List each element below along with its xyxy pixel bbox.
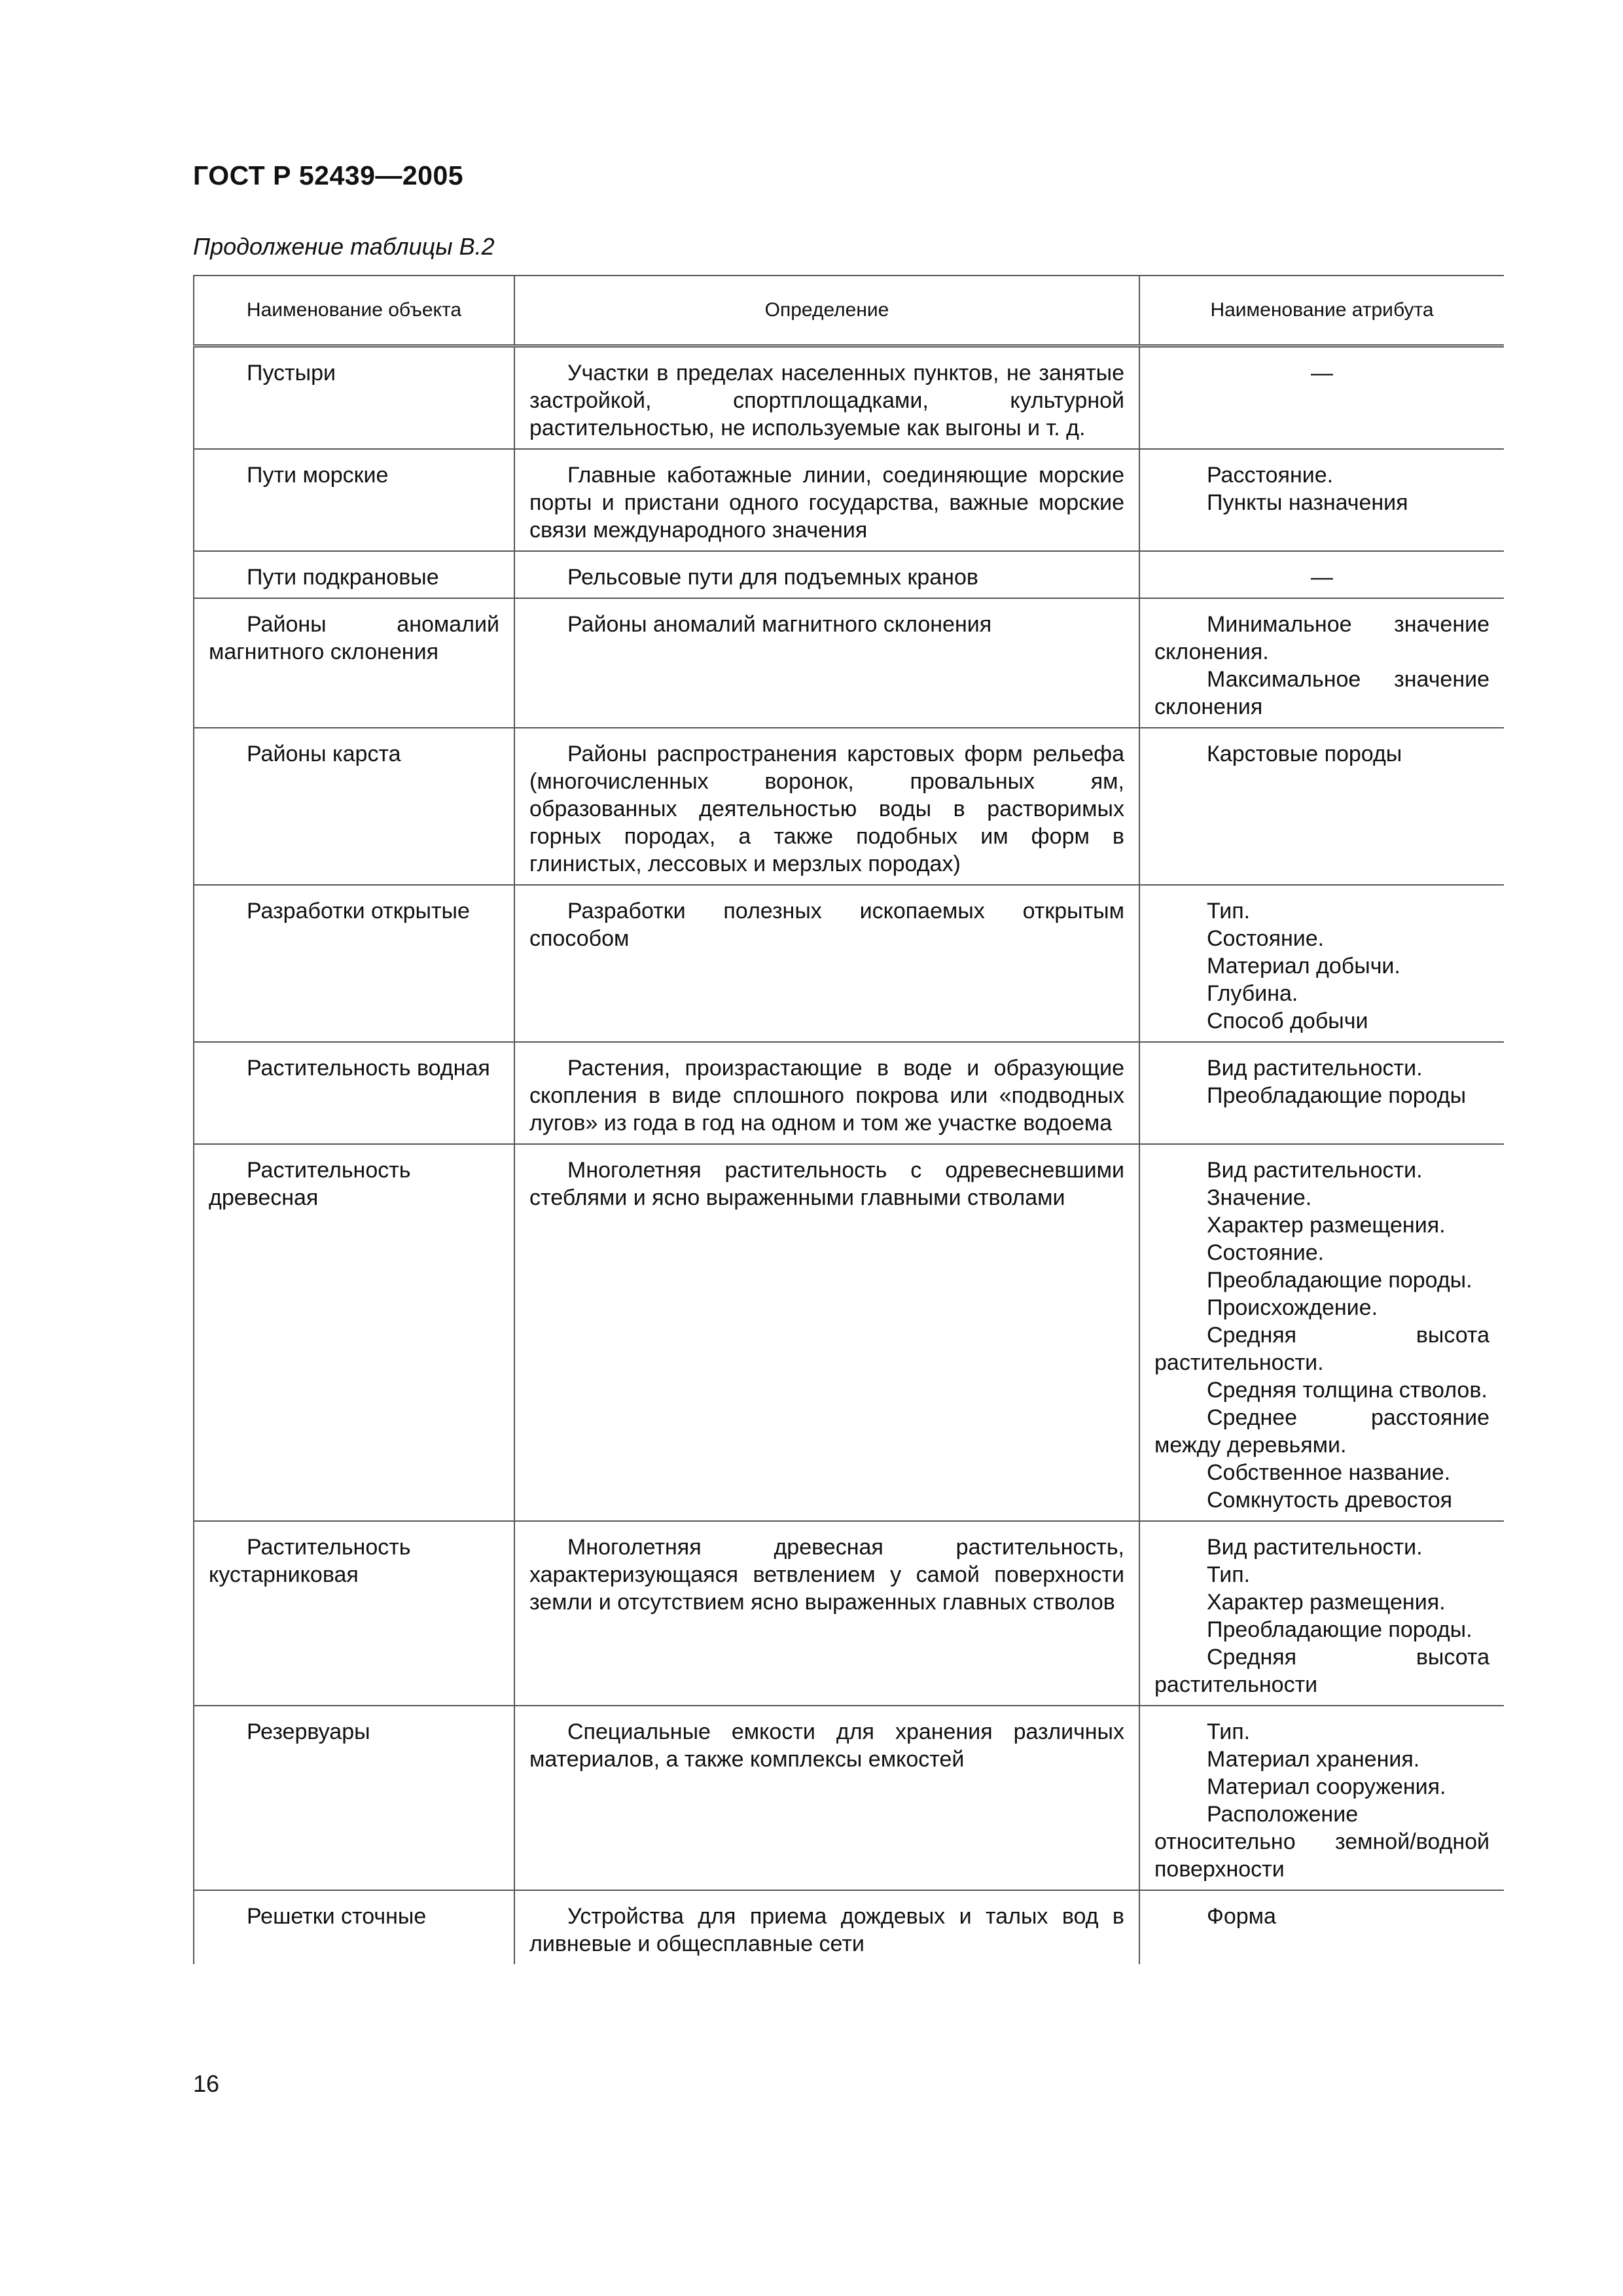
definition-cell: Участки в пределах населенных пунктов, не занятые застройкой, спортплощадками, культурной растительностью, не используемые как выгоны и т. д. [514, 346, 1139, 450]
attribute-item: Минимальное значение склонения. [1154, 612, 1489, 664]
definition-cell: Многолетняя древесная растительность, характеризующаяся ветвлением у самой поверхности земли и отсутствием ясно выраженных главных стволов [514, 1521, 1139, 1706]
attribute-item: Среднее расстояние между деревьями. [1154, 1405, 1489, 1458]
attribute-item: Средняя высота растительности [1154, 1645, 1489, 1697]
column-header-attribute-name: Наименование атрибута [1139, 276, 1504, 346]
attribute-item: Преобладающие породы. [1207, 1617, 1472, 1642]
attributes-cell [1139, 551, 1504, 598]
attribute-item: Происхождение. [1207, 1295, 1378, 1320]
attribute-item: Материал сооружения. [1207, 1774, 1446, 1799]
attribute-item: — [1311, 361, 1333, 386]
attribute-item: Материал хранения. [1207, 1747, 1420, 1772]
attribute-item: Тип. [1207, 1719, 1251, 1744]
attributes-cell [1139, 728, 1504, 885]
table-row [194, 1144, 1504, 1521]
attribute-item: Способ добычи [1207, 1009, 1368, 1033]
attribute-item: Средняя высота растительности. [1154, 1323, 1489, 1375]
definition-cell: Районы аномалий магнитного склонения [514, 598, 1139, 728]
definition-cell: Специальные емкости для хранения различных материалов, а также комплексы емкостей [514, 1706, 1139, 1890]
table-row [194, 885, 1504, 1042]
attribute-item: Характер размещения. [1207, 1590, 1446, 1615]
attributes-cell [1139, 885, 1504, 1042]
definition-cell: Районы распространения карстовых форм рельефа (многочисленных воронок, провальных ям, образованных деятельностью воды в растворимых горных породах, а также подобных им форм в глинистых, лессовых и мерзлых породах) [514, 728, 1139, 885]
object-name-cell: Решетки сточные [194, 1890, 514, 1964]
attribute-item: Вид растительности. [1207, 1056, 1423, 1081]
table-row [194, 1706, 1504, 1890]
attribute-item: Тип. [1207, 899, 1251, 924]
attribute-item: Вид растительности. [1207, 1158, 1423, 1183]
document-code: ГОСТ Р 52439—2005 [193, 160, 464, 190]
objects-table [193, 275, 1504, 1964]
table-row [194, 551, 1504, 598]
table-row [194, 1521, 1504, 1706]
object-name-cell: Пути морские [194, 449, 514, 551]
attribute-item: Расстояние. [1207, 463, 1334, 488]
attribute-item: Собственное название. [1207, 1460, 1451, 1485]
attribute-item: Преобладающие породы [1207, 1083, 1467, 1108]
table-header-row [194, 276, 1504, 346]
page-number: 16 [193, 2070, 220, 2097]
attribute-item: Состояние. [1207, 1240, 1325, 1265]
table-row [194, 728, 1504, 885]
object-name-cell: Пустыри [194, 346, 514, 450]
attribute-item: Тип. [1207, 1562, 1251, 1587]
object-name-cell: Растительность древесная [194, 1144, 514, 1521]
attributes-cell [1139, 449, 1504, 551]
object-name-cell: Пути подкрановые [194, 551, 514, 598]
definition-cell: Растения, произрастающие в воде и образующие скопления в виде сплошного покрова или «подводных лугов» из года в год на одном и том же участке водоема [514, 1042, 1139, 1144]
object-name-cell: Растительность кустарниковая [194, 1521, 514, 1706]
definition-cell: Рельсовые пути для подъемных кранов [514, 551, 1139, 598]
object-name-cell: Районы карста [194, 728, 514, 885]
attribute-item: Материал добычи. [1207, 954, 1400, 978]
attribute-item: Преобладающие породы. [1207, 1268, 1472, 1293]
attribute-item: Сомкнутость древостоя [1207, 1488, 1453, 1513]
attribute-item: Состояние. [1207, 926, 1325, 951]
object-name-cell: Растительность водная [194, 1042, 514, 1144]
attributes-cell [1139, 346, 1504, 450]
attribute-item: Расположение относительно земной/водной поверхности [1154, 1802, 1489, 1882]
attribute-item: Вид растительности. [1207, 1535, 1423, 1560]
table-body [194, 346, 1504, 1965]
definition-cell: Главные каботажные линии, соединяющие морские порты и пристани одного государства, важные морские связи международного значения [514, 449, 1139, 551]
attribute-item: Характер размещения. [1207, 1213, 1446, 1238]
column-header-object-name: Наименование объекта [194, 276, 514, 346]
attribute-item: — [1311, 565, 1333, 590]
attribute-item: Максимальное значение склонения [1154, 667, 1489, 719]
table-container [193, 275, 1504, 2047]
definition-cell: Устройства для приема дождевых и талых вод в ливневые и общесплавные сети [514, 1890, 1139, 1964]
attributes-cell [1139, 1144, 1504, 1521]
definition-cell: Многолетняя растительность с одревесневшими стеблями и ясно выраженными главными стволами [514, 1144, 1139, 1521]
attributes-cell [1139, 598, 1504, 728]
table-row [194, 1890, 1504, 1964]
attributes-cell [1139, 1706, 1504, 1890]
attributes-cell [1139, 1042, 1504, 1144]
object-name-cell: Разработки открытые [194, 885, 514, 1042]
attribute-item: Значение. [1207, 1185, 1312, 1210]
definition-cell: Разработки полезных ископаемых открытым способом [514, 885, 1139, 1042]
attribute-item: Форма [1207, 1904, 1276, 1929]
table-row [194, 598, 1504, 728]
object-name-cell: Районы аномалий магнитного склонения [194, 598, 514, 728]
column-header-definition: Определение [514, 276, 1139, 346]
attributes-cell [1139, 1890, 1504, 1964]
table-row [194, 1042, 1504, 1144]
attribute-item: Пункты назначения [1207, 490, 1408, 515]
table-row [194, 346, 1504, 450]
attribute-item: Глубина. [1207, 981, 1298, 1006]
attribute-item: Средняя толщина стволов. [1207, 1378, 1488, 1403]
attribute-item: Карстовые породы [1207, 742, 1402, 766]
table-row [194, 449, 1504, 551]
object-name-cell: Резервуары [194, 1706, 514, 1890]
attributes-cell [1139, 1521, 1504, 1706]
table-caption: Продолжение таблицы В.2 [193, 233, 495, 260]
